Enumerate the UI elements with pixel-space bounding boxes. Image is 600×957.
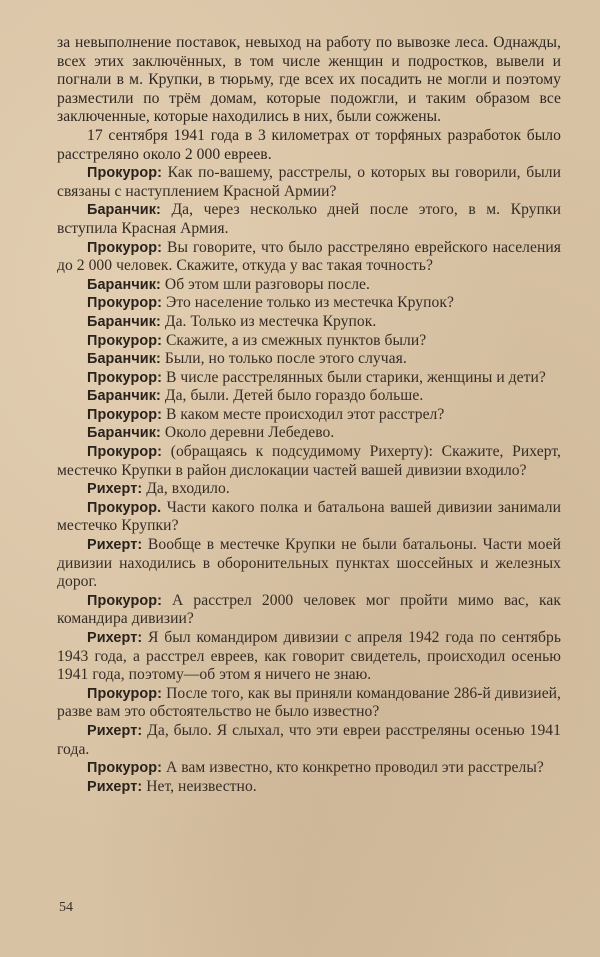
dialogue-text: Вообще в местечке Крупки не были батальоны. Части моей дивизии находились в оборонительных пунктах шоссейных и железных дорог.: [57, 536, 561, 591]
speaker-label: Рихерт:: [87, 778, 143, 795]
speaker-label: Баранчик:: [87, 313, 161, 330]
speaker-label: Прокурор:: [87, 165, 163, 182]
dialogue-line: [57, 332, 561, 351]
dialogue-line: [57, 480, 561, 499]
dialogue-text: А расстрел 2000 человек мог пройти мимо вас, как командира дивизии?: [57, 591, 561, 628]
dialogue-text: Это население только из местечка Крупок?: [165, 294, 454, 312]
paragraph-shooting-date: 17 сентября 1941 года в 3 километрах от торфяных разработок было расстреляно около 2 000 евреев.: [57, 126, 561, 163]
speaker-label: Прокурор:: [87, 295, 163, 312]
speaker-label: Прокурор:: [87, 239, 163, 256]
dialogue-line: [57, 201, 561, 238]
speaker-label: Прокурор:: [87, 406, 163, 423]
dialogue-text: Да, входило.: [146, 480, 230, 498]
dialogue-line: [57, 239, 561, 276]
dialogue-text: В числе расстрелянных были старики, женщины и дети?: [165, 368, 546, 386]
speaker-label: Рихерт:: [87, 537, 143, 554]
dialogue-line: [57, 685, 561, 722]
dialogue-line: [57, 722, 561, 759]
dialogue-line: [57, 629, 561, 685]
dialogue-line: [57, 387, 561, 406]
dialogue-text: (обращаясь к подсудимому Рихерту): Скажите, Рихерт, местечко Крупки в район дислокации частей вашей дивизии входило?: [57, 443, 561, 479]
dialogue-line: [57, 313, 561, 332]
speaker-label: Прокурор:: [87, 369, 163, 386]
speaker-label: Баранчик:: [87, 425, 161, 442]
dialogue-line: [57, 759, 561, 778]
dialogue-text: Были, но только после этого случая.: [164, 350, 407, 368]
dialogue-line: [57, 592, 561, 629]
speaker-label: Прокурор:: [87, 444, 163, 461]
speaker-label: Рихерт:: [87, 630, 143, 646]
dialogue-line: [57, 294, 561, 313]
dialogue-text: Да, через несколько дней после этого, в м. Крупки вступила Красная Армия.: [57, 201, 561, 237]
dialogue-text: Около деревни Лебедево.: [164, 424, 335, 442]
paragraph-continuation: за невыполнение поставок, невыход на работу по вывозке леса. Однажды, всех этих заключённых, в том числе женщин и подростков, вывели и погнали в м. Крупки, в тюрьму, где всех их посадить не могли и поэтому разместили по трём домам, которые подожгли, и таким образом все заключенные, которые находились в них, были сожжены.: [57, 34, 561, 126]
page-body: [57, 34, 561, 796]
dialogue-line: [57, 778, 561, 797]
dialogue-line: [57, 499, 561, 536]
dialogue-text: Скажите, а из смежных пунктов были?: [165, 331, 427, 349]
speaker-label: Баранчик:: [87, 202, 161, 219]
dialogue-text: В каком месте происходил этот расстрел?: [165, 405, 445, 423]
dialogue-text: Да, были. Детей было гораздо больше.: [164, 387, 424, 405]
speaker-label: Баранчик:: [87, 276, 161, 293]
dialogue-text: Как по-вашему, расстрелы, о которых вы говорили, были связаны с наступлением Красной Армии?: [57, 164, 562, 200]
page-number: 54: [59, 900, 73, 915]
dialogue-line: [57, 276, 561, 295]
dialogue-text: После того, как вы приняли командование 286-й дивизией, разве вам это обстоятельство не было известно?: [57, 684, 562, 721]
dialogue-text: Я был командиром дивизии с апреля 1942 года по сентябрь 1943 года, а расстрел евреев, как говорит свидетель, происходил осенью 1941 года, поэтому—об этом я ничего не знаю.: [57, 629, 561, 684]
dialogue-line: [57, 424, 561, 443]
speaker-label: Рихерт:: [87, 722, 143, 739]
dialogue-line: [57, 369, 561, 388]
speaker-label: Рихерт:: [87, 481, 143, 498]
speaker-label: Прокурор:: [87, 332, 163, 349]
speaker-label: Прокурор.: [87, 499, 162, 516]
dialogue-text: А вам известно, кто конкретно проводил эти расстрелы?: [165, 759, 544, 777]
dialogue-text: Да. Только из местечка Крупок.: [164, 312, 377, 330]
speaker-label: Баранчик:: [87, 388, 161, 405]
dialogue-text: Нет, неизвестно.: [146, 777, 257, 795]
dialogue-text: Да, было. Я слыхал, что эти евреи расстреляны осенью 1941 года.: [57, 721, 562, 758]
dialogue-line: [57, 350, 561, 369]
speaker-label: Прокурор:: [87, 685, 163, 702]
dialogue-line: [57, 164, 561, 201]
speaker-label: Прокурор:: [87, 592, 163, 609]
dialogue-line: [57, 406, 561, 425]
dialogue-text: Вы говорите, что было расстреляно еврейского населения до 2 000 человек. Скажите, откуда у вас такая точность?: [57, 238, 561, 275]
speaker-label: Прокурор:: [87, 760, 163, 777]
dialogue-text: Об этом шли разговоры после.: [164, 275, 370, 293]
dialogue-text: Части какого полка и батальона вашей дивизии занимали местечко Крупки?: [57, 498, 561, 535]
speaker-label: Баранчик:: [87, 351, 161, 368]
dialogue-line: [57, 536, 561, 592]
dialogue-line: [57, 443, 561, 480]
